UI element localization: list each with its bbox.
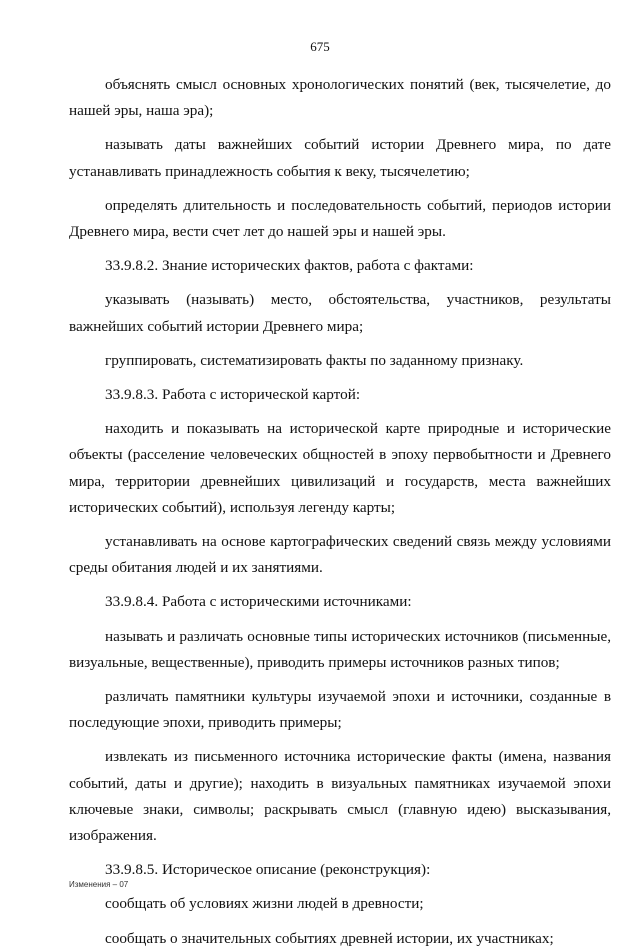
section-heading: 33.9.8.2. Знание исторических фактов, работа с фактами: bbox=[105, 257, 474, 275]
paragraph: различать памятники культуры изучаемой эпохи и источники, созданные в последующие эпохи, приводить примеры; bbox=[69, 688, 611, 732]
paragraph: извлекать из письменного источника исторические факты (имена, названия событий, даты и другие); находить в визуальных памятниках изучаемой эпохи ключевые знаки, символы; раскрывать смысл (главную идею) высказывания, изображения. bbox=[69, 748, 611, 845]
section-heading: 33.9.8.3. Работа с исторической картой: bbox=[105, 386, 361, 404]
paragraph: находить и показывать на исторической карте природные и исторические объекты (расселение человеческих общностей в эпоху первобытности и Древнего мира, территории древнейших цивилизаций и государств, места важнейших исторических событий), используя легенду карты; bbox=[69, 420, 611, 516]
paragraph: сообщать о значительных событиях древней истории, их участниках; bbox=[105, 929, 554, 947]
paragraph: называть и различать основные типы исторических источников (письменные, визуальные, вещественные), приводить примеры источников разных типов; bbox=[69, 627, 611, 671]
document-body bbox=[69, 72, 611, 952]
paragraph: сообщать об условиях жизни людей в древности; bbox=[105, 895, 424, 913]
paragraph: устанавливать на основе картографических сведений связь между условиями среды обитания людей и их занятиями. bbox=[69, 533, 611, 577]
section-heading: 33.9.8.4. Работа с историческими источниками: bbox=[105, 593, 412, 611]
page-number: 675 bbox=[310, 39, 330, 54]
paragraph: указывать (называть) место, обстоятельства, участников, результаты важнейших событий истории Древнего мира; bbox=[69, 291, 611, 335]
page-footer: Изменения – 07 bbox=[69, 880, 129, 889]
paragraph: называть даты важнейших событий истории Древнего мира, по дате устанавливать принадлежность события к веку, тысячелетию; bbox=[69, 136, 611, 180]
paragraph: группировать, систематизировать факты по заданному признаку. bbox=[105, 351, 524, 369]
paragraph: определять длительность и последовательность событий, периодов истории Древнего мира, вести счет лет до нашей эры и нашей эры. bbox=[69, 196, 611, 241]
paragraph: объяснять смысл основных хронологических понятий (век, тысячелетие, до нашей эры, наша эра); bbox=[69, 76, 611, 120]
section-heading: 33.9.8.5. Историческое описание (реконструкция): bbox=[105, 861, 431, 879]
